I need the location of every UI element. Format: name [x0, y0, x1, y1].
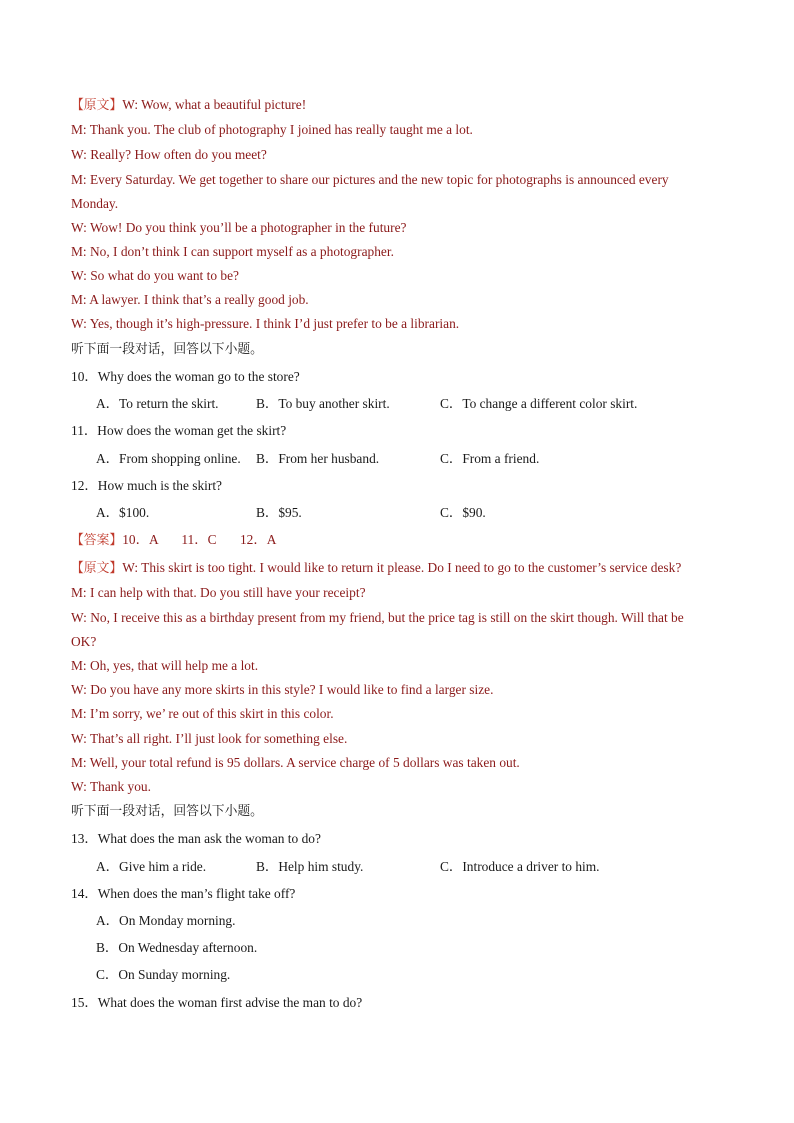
option-a: A．Give him a ride. — [96, 859, 207, 874]
option-b: B．On Wednesday afternoon. — [96, 940, 258, 955]
option-c: C．$90. — [440, 505, 486, 520]
question-stem: 14．When does the man’s flight take off? — [71, 886, 296, 901]
transcript-line: Monday. — [71, 196, 119, 211]
option-a: A．$100. — [96, 505, 150, 520]
answer-text: 10．A 11．C 12．A — [122, 532, 277, 547]
transcript-line: M: I’m sorry, we’ re out of this skirt in this color. — [71, 706, 334, 721]
transcript-line: M: No, I don’t think I can support myself as a photographer. — [71, 244, 394, 259]
transcript-line: M: Oh, yes, that will help me a lot. — [71, 658, 259, 673]
question-stem: 13．What does the man ask the woman to do? — [71, 831, 321, 846]
option-b: B．From her husband. — [256, 451, 380, 466]
transcript-line: M: Well, your total refund is 95 dollars. A service charge of 5 dollars was taken out. — [71, 755, 520, 770]
option-a: A．To return the skirt. — [96, 396, 219, 411]
instruction: 听下面一段对话，回答以下小题。 — [71, 342, 263, 357]
option-a: A．On Monday morning. — [96, 913, 236, 928]
question-stem: 15．What does the woman first advise the man to do? — [71, 995, 363, 1010]
transcript-line: 【原文】W: This skirt is too tight. I would like to return it please. Do I need to go to the customer’s service desk? — [71, 560, 682, 576]
option-b: B．To buy another skirt. — [256, 396, 390, 411]
transcript-line: W: Do you have any more skirts in this style? I would like to find a larger size. — [71, 682, 494, 697]
transcript-line: W: Really? How often do you meet? — [71, 147, 267, 162]
transcript-line: W: Thank you. — [71, 779, 151, 794]
option-c: C．On Sunday morning. — [96, 967, 231, 982]
transcript-line: W: No, I receive this as a birthday present from my friend, but the price tag is still on the skirt though. Will that be — [71, 610, 684, 625]
transcript-line: M: Every Saturday. We get together to share our pictures and the new topic for photographs is announced every — [71, 172, 669, 187]
option-c: C．Introduce a driver to him. — [440, 859, 600, 874]
question-stem: 12．How much is the skirt? — [71, 478, 222, 493]
transcript-line: W: So what do you want to be? — [71, 268, 239, 283]
transcript-line: M: Thank you. The club of photography I joined has really taught me a lot. — [71, 122, 473, 137]
transcript-line: W: That’s all right. I’ll just look for something else. — [71, 731, 348, 746]
answer-tag: 【答案】 — [71, 533, 123, 548]
option-b: B．$95. — [256, 505, 302, 520]
question-stem: 10．Why does the woman go to the store? — [71, 369, 300, 384]
transcript-tag: 【原文】 — [71, 561, 123, 576]
instruction: 听下面一段对话，回答以下小题。 — [71, 804, 263, 819]
option-c: C．From a friend. — [440, 451, 540, 466]
transcript-line: M: A lawyer. I think that’s a really good job. — [71, 292, 309, 307]
transcript-line: 【原文】W: Wow, what a beautiful picture! — [71, 97, 307, 113]
option-b: B．Help him study. — [256, 859, 364, 874]
transcript-line: M: I can help with that. Do you still have your receipt? — [71, 585, 366, 600]
transcript-line: W: Yes, though it’s high-pressure. I think I’d just prefer to be a librarian. — [71, 316, 460, 331]
transcript-line: W: Wow! Do you think you’ll be a photographer in the future? — [71, 220, 407, 235]
answer-line — [71, 531, 724, 550]
question-stem: 11．How does the woman get the skirt? — [71, 423, 287, 438]
option-c: C．To change a different color skirt. — [440, 396, 638, 411]
transcript-tag: 【原文】 — [71, 98, 123, 113]
transcript-line: OK? — [71, 634, 97, 649]
option-a: A．From shopping online. — [96, 451, 241, 466]
